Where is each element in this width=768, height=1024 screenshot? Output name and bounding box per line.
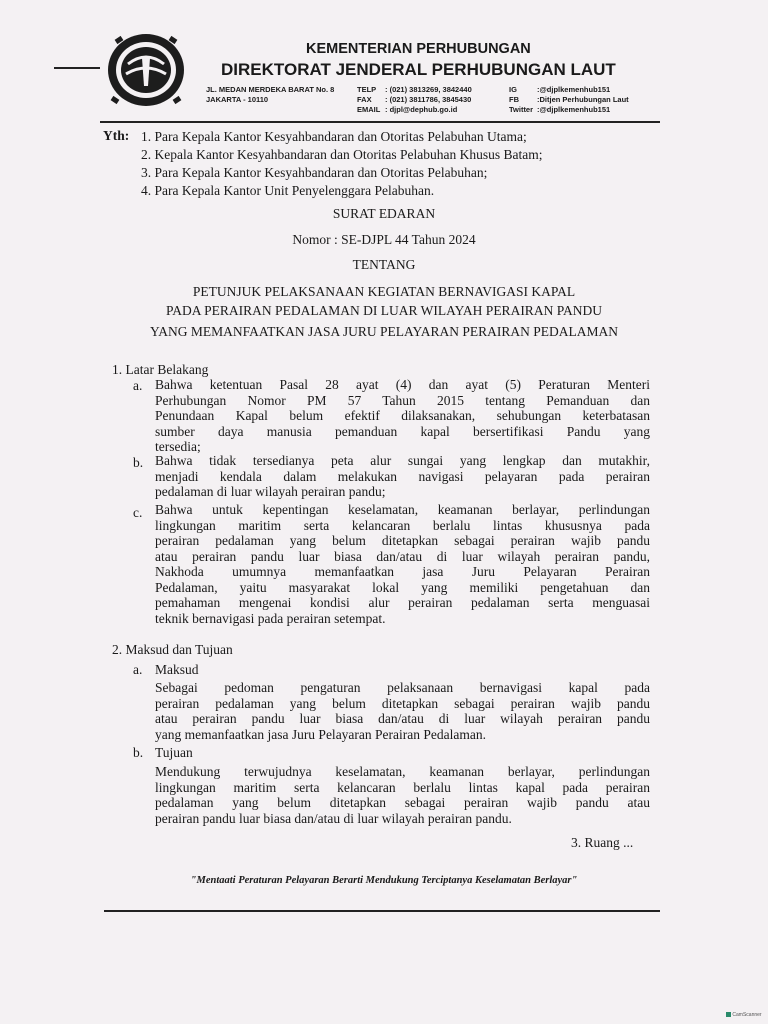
item-2b-title: Tujuan xyxy=(155,745,193,760)
fax-value: : (021) 3811786, 3845430 xyxy=(385,95,472,104)
item-1b-label: b. xyxy=(133,455,144,470)
continuation-text: 3. Ruang ... xyxy=(571,835,634,850)
social-block xyxy=(509,85,629,115)
email-value: : djpl@dephub.go.id xyxy=(385,105,458,114)
twitter-label: Twitter xyxy=(509,105,534,114)
footer-motto: "Mentaati Peraturan Pelayaran Berarti Mendukung Terciptanya Keselamatan Berlayar" xyxy=(190,875,578,886)
telp-value: : (021) 3813269, 3842440 xyxy=(385,85,472,94)
fax-label: FAX xyxy=(357,95,372,104)
ministry-name: KEMENTERIAN PERHUBUNGAN xyxy=(306,41,531,57)
kemenhub-logo-icon xyxy=(52,28,186,110)
section-1-heading: 1. Latar Belakang xyxy=(112,362,209,377)
item-1a-label: a. xyxy=(133,378,143,393)
circular-number: Nomor : SE-DJPL 44 Tahun 2024 xyxy=(292,232,476,247)
ig-label: IG xyxy=(509,85,517,94)
footer-divider xyxy=(104,910,660,912)
recipient-1: 1. Para Kepala Kantor Kesyahbandaran dan Otoritas Pelabuhan Utama; xyxy=(141,129,527,144)
item-2b-label: b. xyxy=(133,745,144,760)
subject-line-3: YANG MEMANFAATKAN JASA JURU PELAYARAN PERAIRAN PEDALAMAN xyxy=(149,324,619,339)
address-line-2: JAKARTA - 10110 xyxy=(206,95,269,104)
phone-block xyxy=(357,85,472,115)
recipient-3: 3. Para Kepala Kantor Kesyahbandaran dan Otoritas Pelabuhan; xyxy=(141,165,488,180)
item-2a-text: Sebagai pedoman pengaturan pelaksanaan bernavigasi kapal pada perairan pedalaman yang belum ditetapkan sebagai perairan wajib pandu atau perairan pandu luar biasa dan/atau di luar wilayah perairan pandu yang memanfaatkan jasa Juru Pelayaran Perairan Pedalaman. xyxy=(155,680,650,742)
telp-label: TELP xyxy=(357,85,377,94)
header-divider xyxy=(100,121,660,123)
recipients-label: Yth: xyxy=(103,128,130,143)
recipient-4: 4. Para Kepala Kantor Unit Penyelenggara Pelabuhan. xyxy=(141,183,435,198)
fb-label: FB xyxy=(509,95,519,104)
ig-value: :@djplkemenhub151 xyxy=(537,85,611,94)
circular-title: SURAT EDARAN xyxy=(332,206,436,221)
circular-about: TENTANG xyxy=(352,257,416,272)
directorate-name: DIREKTORAT JENDERAL PERHUBUNGAN LAUT xyxy=(221,60,616,79)
item-1c-text: Bahwa untuk kepentingan keselamatan, keamanan berlayar, perlindungan lingkungan maritim serta kelancaran berlalu lintas khususnya pada perairan pedalaman yang belum ditetapkan sebagai perairan wajib pandu atau perairan pandu luar biasa dan/atau di luar wilayah perairan pandu, Nakhoda umumnya memanfaatkan jasa Juru Pelayaran Perairan Pedalaman, yaitu masyarakat lokal yang memiliki pengetahuan dan pemahaman mengenai kondisi alur perairan pedalaman serta menguasai teknik bernavigasi pada perairan setempat. xyxy=(155,502,650,626)
address-block xyxy=(206,85,334,105)
email-label: EMAIL xyxy=(357,105,381,114)
address-line-1: JL. MEDAN MERDEKA BARAT No. 8 xyxy=(206,85,335,94)
item-1a-text: Bahwa ketentuan Pasal 28 ayat (4) dan ayat (5) Peraturan Menteri Perhubungan Nomor PM 57 Tahun 2015 tentang Pemanduan dan Penundaan Kapal belum efektif dilaksanakan, sehubungan keterbatasan sumber daya manusia pemanduan kapal bersertifikasi Pandu yang tersedia; xyxy=(155,377,650,454)
item-2a-label: a. xyxy=(133,662,143,677)
section-2-heading: 2. Maksud dan Tujuan xyxy=(112,642,233,657)
twitter-value: :@djplkemenhub151 xyxy=(537,105,611,114)
item-2b-text: Mendukung terwujudnya keselamatan, keamanan berlayar, perlindungan lingkungan maritim serta kelancaran berlalu lintas kapal pada perairan pedalaman yang belum ditetapkan sebagai perairan wajib pandu atau perairan pandu luar biasa dan/atau di luar wilayah perairan pandu. xyxy=(155,764,650,826)
item-2a-title: Maksud xyxy=(155,662,199,677)
scanner-watermark: CamScanner xyxy=(726,1012,762,1018)
item-1b-text: Bahwa tidak tersedianya peta alur sungai yang lengkap dan mutakhir, menjadi kendala dalam melakukan navigasi pelayaran pada perairan pedalaman di luar wilayah perairan pandu; xyxy=(155,453,650,499)
item-1c-label: c. xyxy=(133,505,143,520)
recipients-list xyxy=(141,128,543,200)
subject-line-2: PADA PERAIRAN PEDALAMAN DI LUAR WILAYAH PERAIRAN PANDU xyxy=(166,303,602,318)
recipient-2: 2. Kepala Kantor Kesyahbandaran dan Otoritas Pelabuhan Khusus Batam; xyxy=(141,147,543,162)
fb-value: :Ditjen Perhubungan Laut xyxy=(537,95,629,104)
scanner-logo-icon xyxy=(726,1012,731,1017)
subject-line-1: PETUNJUK PELAKSANAAN KEGIATAN BERNAVIGASI KAPAL xyxy=(192,284,576,299)
